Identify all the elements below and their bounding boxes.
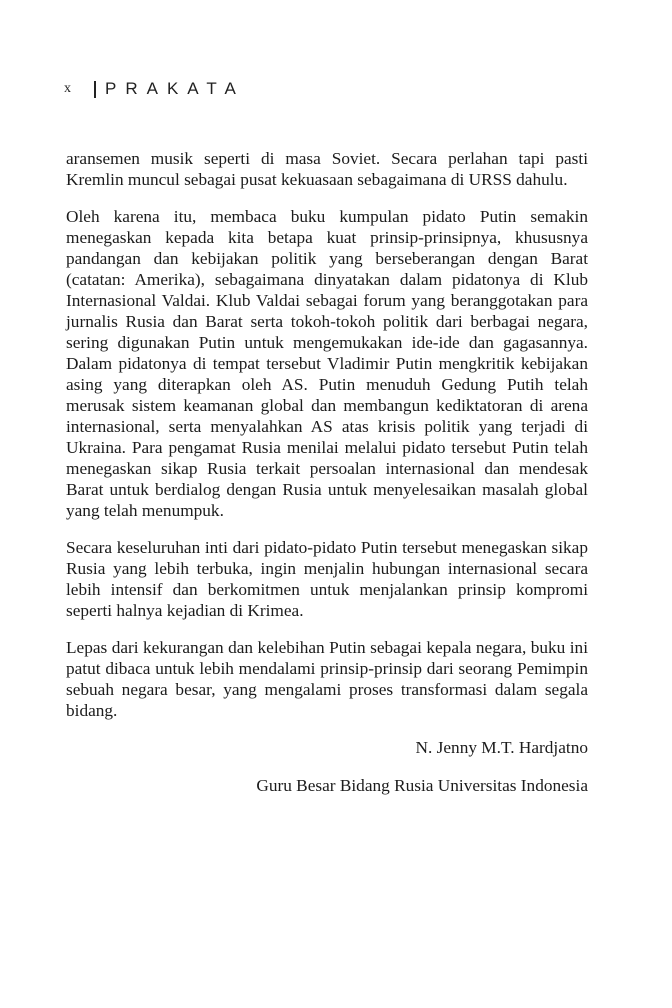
page-header <box>64 78 245 100</box>
author-title: Guru Besar Bidang Rusia Universitas Indonesia <box>256 776 588 795</box>
author-name: N. Jenny M.T. Hardjatno <box>415 738 588 757</box>
signature-block <box>66 737 588 796</box>
section-title: PRAKATA <box>105 79 245 98</box>
header-divider <box>94 81 96 98</box>
paragraph-1: aransemen musik seperti di masa Soviet. Secara perlahan tapi pasti Kremlin muncul sebagai pusat kekuasaan sebagaimana di URSS dahulu. <box>66 149 588 189</box>
paragraph-3: Secara keseluruhan inti dari pidato-pidato Putin tersebut menegaskan sikap Rusia yang lebih terbuka, ingin menjalin hubungan internasional secara lebih intensif dan berkomitmen untuk menjalankan prinsip kompromi seperti halnya kejadian di Krimea. <box>66 538 588 620</box>
page-number: x <box>64 81 71 96</box>
paragraph-4: Lepas dari kekurangan dan kelebihan Putin sebagai kepala negara, buku ini patut dibaca untuk lebih mendalami prinsip-prinsip dari seorang Pemimpin sebuah negara besar, yang mengalami proses transformasi dalam segala bidang. <box>66 638 588 720</box>
page-body <box>66 148 588 796</box>
paragraph-2: Oleh karena itu, membaca buku kumpulan pidato Putin semakin menegaskan kepada kita betapa kuat prinsip-prinsipnya, khususnya pandangan dan kebijakan politik yang berseberangan dengan Barat (catatan: Amerika), sebagaimana dinyatakan dalam pidatonya di Klub Internasional Valdai. Klub Valdai sebagai forum yang beranggotakan para jurnalis Rusia dan Barat serta tokoh-tokoh politik dari berbagai negara, sering digunakan Putin untuk mengemukakan ide-ide dan gagasannya. Dalam pidatonya di tempat tersebut Vladimir Putin mengkritik kebijakan asing yang diterapkan oleh AS. Putin menuduh Gedung Putih telah merusak sistem keamanan global dan membangun kediktatoran di arena internasional, serta menyalahkan AS atas krisis politik yang terjadi di Ukraina. Para pengamat Rusia menilai melalui pidato tersebut Putin telah menegaskan sikap Rusia terkait persoalan internasional dan mendesak Barat untuk berdialog dengan Rusia untuk menyelesaikan masalah global yang telah menumpuk. <box>66 207 588 520</box>
